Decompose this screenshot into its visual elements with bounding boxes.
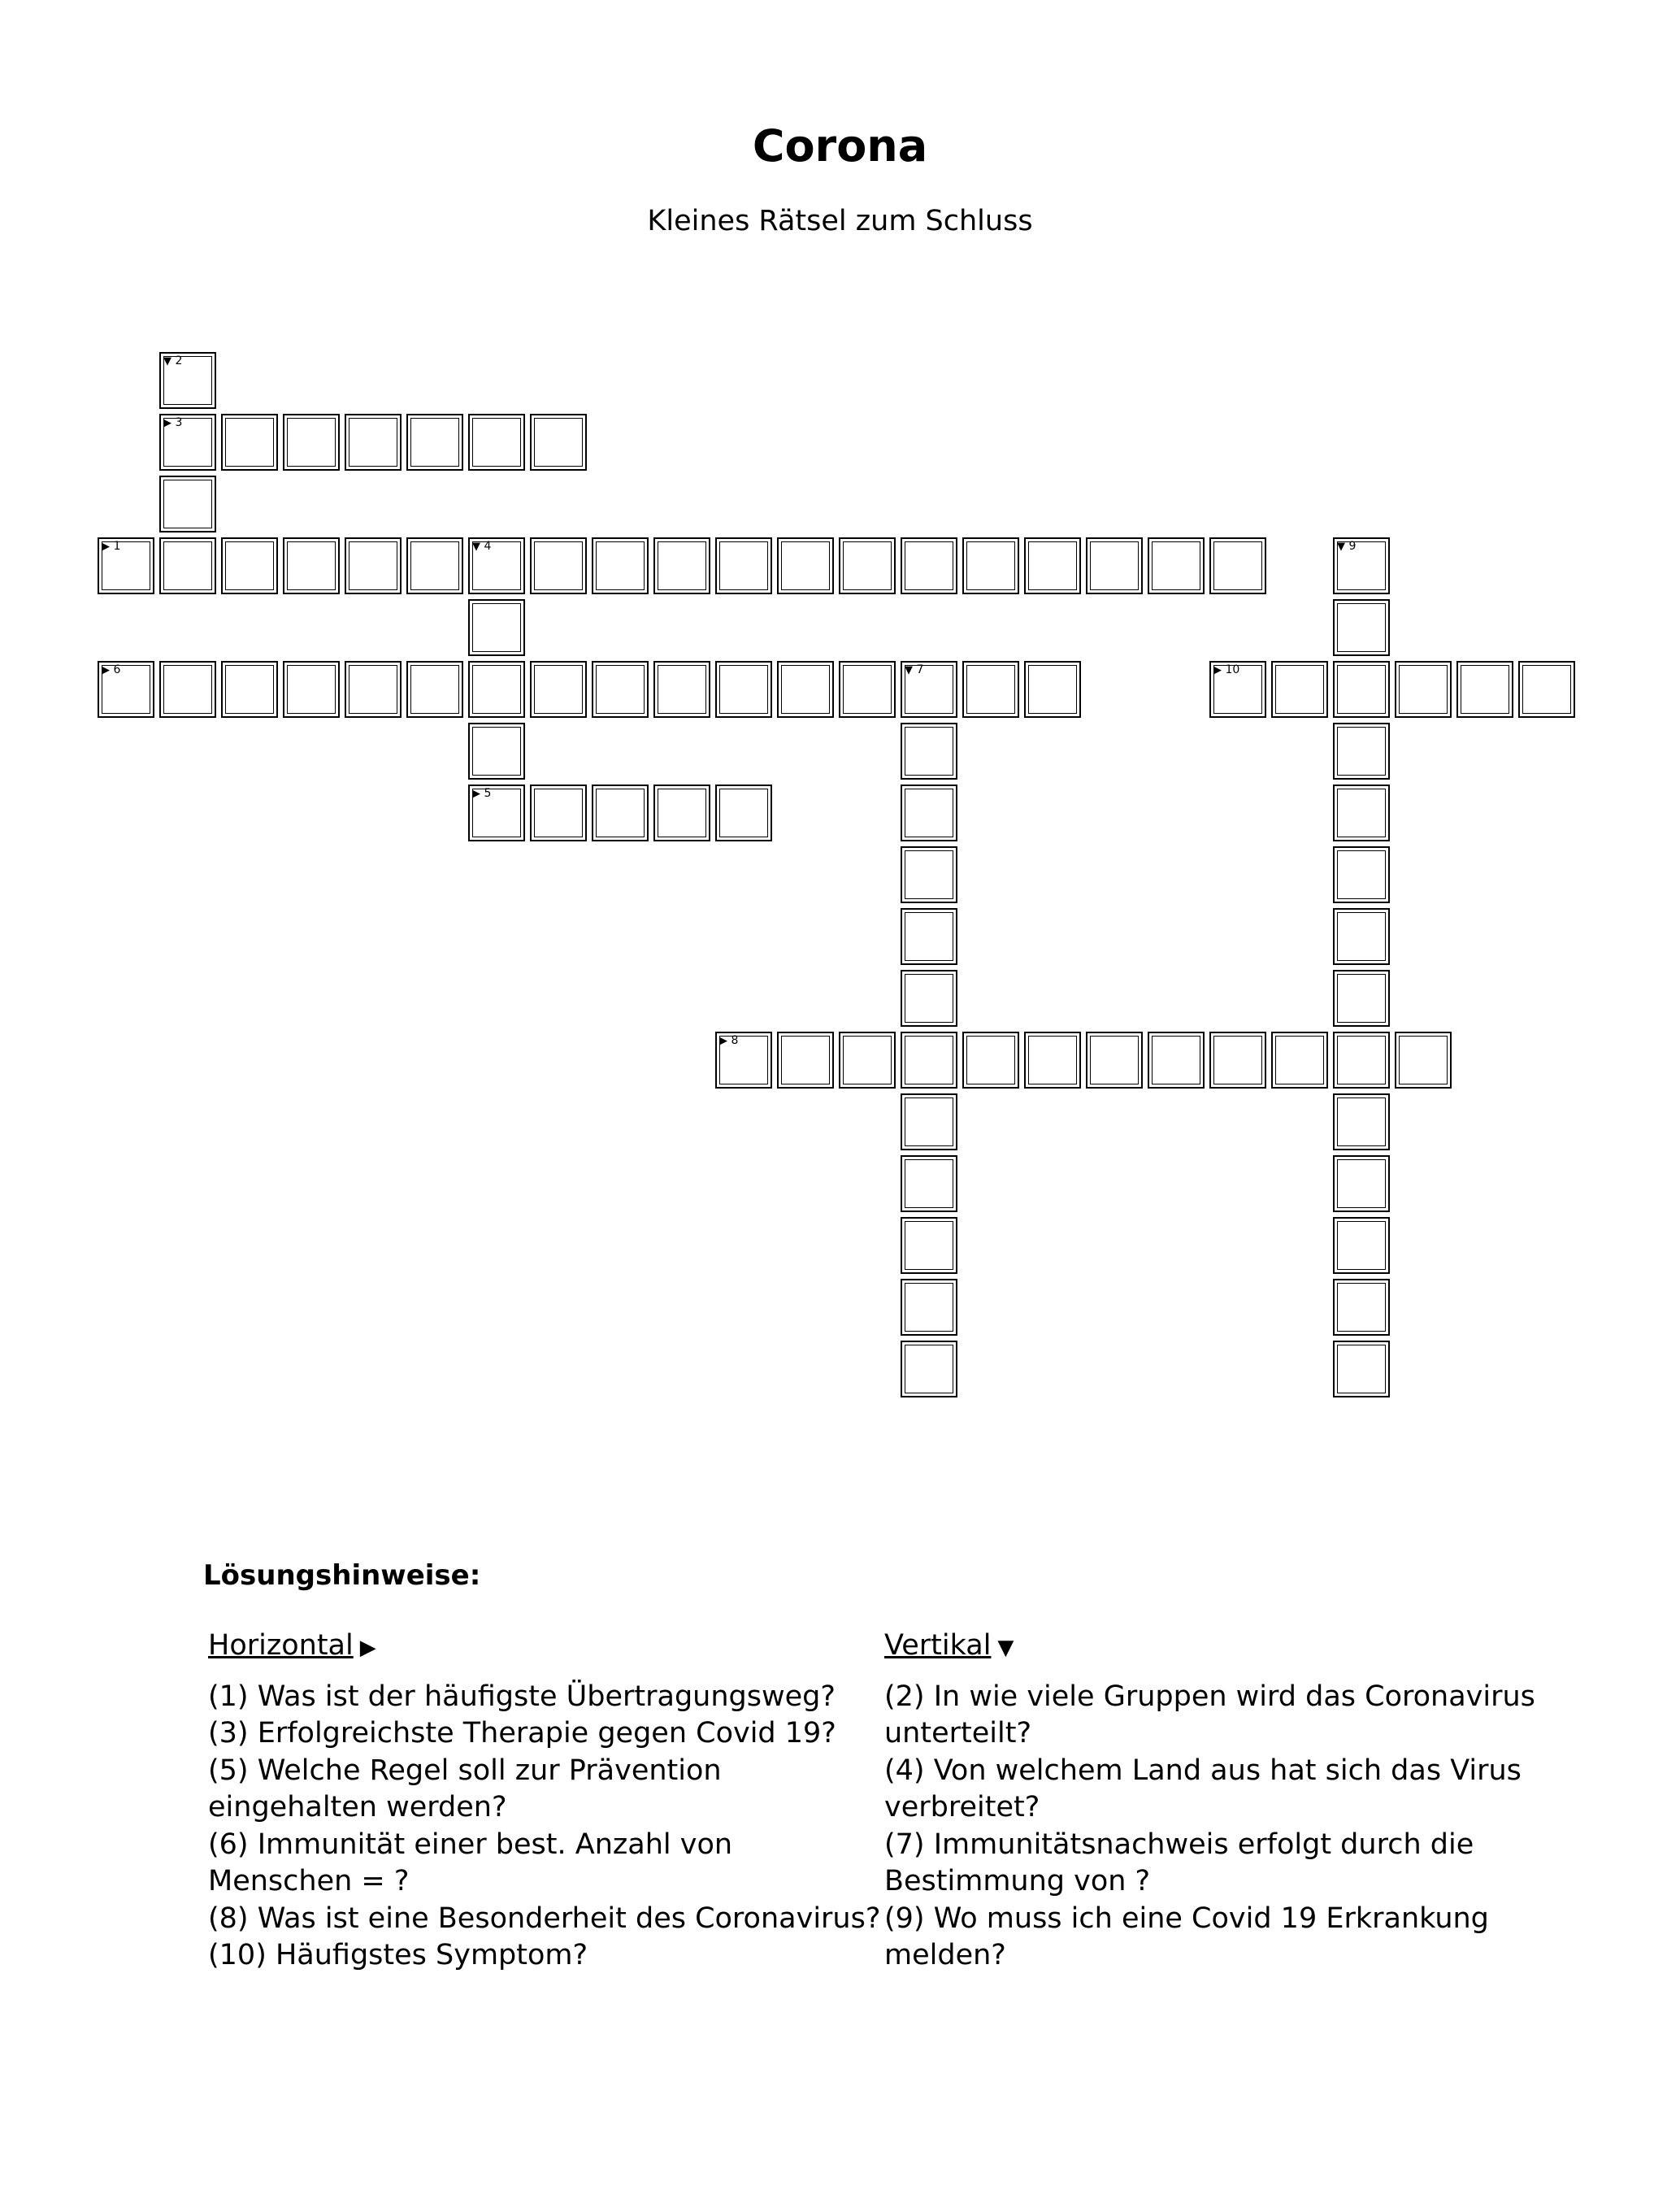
crossword-cell[interactable] [901, 1279, 957, 1336]
clue-horizontal-5: (5) Welche Regel soll zur Prävention eingehalten werden? [208, 1754, 722, 1823]
clue-number-3 [163, 416, 182, 430]
right-arrow-icon: ▶ [472, 788, 480, 800]
clue-horizontal-8: (8) Was ist eine Besonderheit des Coronavirus? [208, 1902, 881, 1935]
crossword-cell[interactable] [1333, 970, 1390, 1027]
crossword-cell[interactable] [715, 661, 772, 718]
crossword-cell[interactable] [530, 414, 587, 471]
crossword-cell[interactable] [159, 476, 216, 532]
crossword-cell[interactable] [98, 661, 154, 718]
down-arrow-icon: ▼ [1337, 541, 1345, 553]
crossword-cell[interactable] [839, 1032, 896, 1089]
page-subtitle: Kleines Rätsel zum Schluss [647, 205, 1033, 237]
crossword-cell[interactable] [283, 537, 340, 594]
crossword-cell[interactable] [839, 661, 896, 718]
crossword-cell[interactable] [901, 661, 957, 718]
clue-horizontal-6: (6) Immunität einer best. Anzahl von Menschen = ? [208, 1828, 733, 1897]
clue-number-10 [1213, 663, 1239, 677]
page-title: Corona [752, 120, 928, 172]
hints-heading: Lösungshinweise: [203, 1559, 481, 1592]
crossword-cell[interactable] [159, 352, 216, 409]
crossword-cell[interactable] [283, 661, 340, 718]
down-arrow-icon: ▼ [905, 664, 913, 676]
crossword-cell[interactable] [1333, 785, 1390, 841]
right-arrow-icon: ▶ [1213, 664, 1222, 676]
right-arrow-icon: ▶ [719, 1035, 727, 1047]
down-arrow-icon: ▼ [997, 1636, 1014, 1660]
crossword-cell[interactable] [962, 1032, 1019, 1089]
horizontal-clues [208, 1628, 883, 1975]
crossword-cell[interactable] [345, 537, 402, 594]
crossword-cell[interactable] [1333, 537, 1390, 594]
crossword-cell[interactable] [901, 1093, 957, 1150]
horizontal-label: Horizontal [208, 1629, 354, 1662]
crossword-cell[interactable] [1333, 599, 1390, 656]
crossword-cell[interactable] [1518, 661, 1575, 718]
crossword-cell[interactable] [468, 414, 525, 471]
crossword-cell[interactable] [468, 661, 525, 718]
crossword-cell[interactable] [406, 537, 463, 594]
right-arrow-icon: ▶ [163, 417, 171, 429]
crossword-cell[interactable] [1395, 1032, 1452, 1089]
vertical-label: Vertikal [884, 1629, 992, 1662]
crossword-cell[interactable] [1148, 1032, 1205, 1089]
crossword-cell[interactable] [901, 1032, 957, 1089]
crossword-cell[interactable] [901, 537, 957, 594]
clue-number-4 [472, 540, 491, 554]
crossword-cell[interactable] [715, 785, 772, 841]
crossword-cell[interactable] [1209, 537, 1266, 594]
crossword-cell[interactable] [1086, 1032, 1143, 1089]
crossword-cell[interactable] [345, 661, 402, 718]
crossword-cell[interactable] [530, 785, 587, 841]
vertical-heading [884, 1628, 1600, 1667]
crossword-cell[interactable] [592, 661, 649, 718]
clue-number-label: 10 [1222, 663, 1240, 676]
crossword-cell[interactable] [653, 785, 710, 841]
crossword-cell[interactable] [1209, 1032, 1266, 1089]
crossword-cell[interactable] [1333, 1093, 1390, 1150]
clue-number-label: 2 [171, 354, 183, 367]
crossword-cell[interactable] [221, 414, 278, 471]
crossword-cell[interactable] [653, 537, 710, 594]
crossword-cell[interactable] [1024, 1032, 1081, 1089]
crossword-cell[interactable] [1024, 537, 1081, 594]
crossword-cell[interactable] [901, 1341, 957, 1397]
crossword-cell[interactable] [962, 661, 1019, 718]
crossword-cell[interactable] [1333, 846, 1390, 903]
crossword-cell[interactable] [468, 785, 525, 841]
crossword-cell[interactable] [406, 661, 463, 718]
clue-number-6 [102, 663, 120, 677]
clue-number-label: 8 [727, 1034, 739, 1047]
crossword-cell[interactable] [345, 414, 402, 471]
clue-number-label: 1 [110, 540, 121, 553]
crossword-cell[interactable] [901, 970, 957, 1027]
crossword-cell[interactable] [159, 537, 216, 594]
crossword-cell[interactable] [1333, 1032, 1390, 1089]
crossword-cell[interactable] [468, 723, 525, 780]
clue-vertical-2: (2) In wie viele Gruppen wird das Coronavirus unterteilt? [884, 1680, 1535, 1749]
clue-number-label: 5 [480, 787, 492, 800]
down-arrow-icon: ▼ [163, 355, 171, 367]
clue-number-label: 3 [171, 416, 183, 429]
clue-number-8 [719, 1034, 738, 1048]
crossword-cell[interactable] [901, 1155, 957, 1212]
crossword-cell[interactable] [221, 661, 278, 718]
crossword-cell[interactable] [1333, 1155, 1390, 1212]
clue-number-7 [905, 663, 923, 677]
crossword-cell[interactable] [1271, 1032, 1328, 1089]
crossword-cell[interactable] [839, 537, 896, 594]
crossword-cell[interactable] [777, 537, 834, 594]
clue-vertical-7: (7) Immunitätsnachweis erfolgt durch die Bestimmung von ? [884, 1828, 1474, 1897]
crossword-cell[interactable] [530, 661, 587, 718]
clue-horizontal-10: (10) Häufigstes Symptom? [208, 1939, 588, 1971]
crossword-cell[interactable] [777, 661, 834, 718]
crossword-cell[interactable] [1333, 908, 1390, 965]
crossword-cell[interactable] [715, 1032, 772, 1089]
crossword-cell[interactable] [1086, 537, 1143, 594]
crossword-cell[interactable] [777, 1032, 834, 1089]
crossword-cell[interactable] [159, 661, 216, 718]
crossword-cell[interactable] [962, 537, 1019, 594]
crossword-cell[interactable] [468, 537, 525, 594]
crossword-cell[interactable] [1024, 661, 1081, 718]
clue-horizontal-3: (3) Erfolgreichste Therapie gegen Covid 19? [208, 1717, 836, 1749]
crossword-cell[interactable] [901, 723, 957, 780]
crossword-cell[interactable] [1333, 661, 1390, 718]
clue-vertical-4: (4) Von welchem Land aus hat sich das Virus verbreitet? [884, 1754, 1522, 1823]
crossword-cell[interactable] [1333, 1341, 1390, 1397]
crossword-cell[interactable] [221, 537, 278, 594]
clue-number-5 [472, 787, 491, 801]
crossword-cell[interactable] [592, 785, 649, 841]
crossword-cell[interactable] [901, 908, 957, 965]
crossword-cell[interactable] [1271, 661, 1328, 718]
crossword-cell[interactable] [715, 537, 772, 594]
vertical-clues [884, 1628, 1600, 1975]
right-arrow-icon: ▶ [102, 664, 110, 676]
crossword-cell[interactable] [901, 846, 957, 903]
down-arrow-icon: ▼ [472, 541, 480, 553]
crossword-cell[interactable] [1148, 537, 1205, 594]
clue-horizontal-1: (1) Was ist der häufigste Übertragungsweg? [208, 1680, 836, 1713]
crossword-cell[interactable] [530, 537, 587, 594]
crossword-cell[interactable] [159, 414, 216, 471]
crossword-cell[interactable] [653, 661, 710, 718]
crossword-cell[interactable] [592, 537, 649, 594]
crossword-cell[interactable] [1333, 723, 1390, 780]
clue-vertical-9: (9) Wo muss ich eine Covid 19 Erkrankung melden? [884, 1902, 1489, 1971]
clue-number-label: 7 [913, 663, 924, 676]
clue-number-label: 4 [480, 540, 492, 553]
crossword-cell[interactable] [1333, 1217, 1390, 1274]
crossword-cell[interactable] [468, 599, 525, 656]
crossword-cell[interactable] [1395, 661, 1452, 718]
crossword-cell[interactable] [98, 537, 154, 594]
clue-number-9 [1337, 540, 1356, 554]
clue-number-label: 9 [1345, 540, 1357, 553]
crossword-cell[interactable] [1333, 1279, 1390, 1336]
right-arrow-icon: ▶ [102, 541, 110, 553]
horizontal-heading [208, 1628, 883, 1667]
crossword-cell[interactable] [901, 1217, 957, 1274]
clue-number-1 [102, 540, 120, 554]
crossword-cell[interactable] [1456, 661, 1513, 718]
crossword-cell[interactable] [1209, 661, 1266, 718]
right-arrow-icon: ▶ [359, 1636, 376, 1660]
clue-number-label: 6 [110, 663, 121, 676]
crossword-cell[interactable] [283, 414, 340, 471]
crossword-cell[interactable] [406, 414, 463, 471]
crossword-cell[interactable] [901, 785, 957, 841]
clue-number-2 [163, 354, 182, 368]
